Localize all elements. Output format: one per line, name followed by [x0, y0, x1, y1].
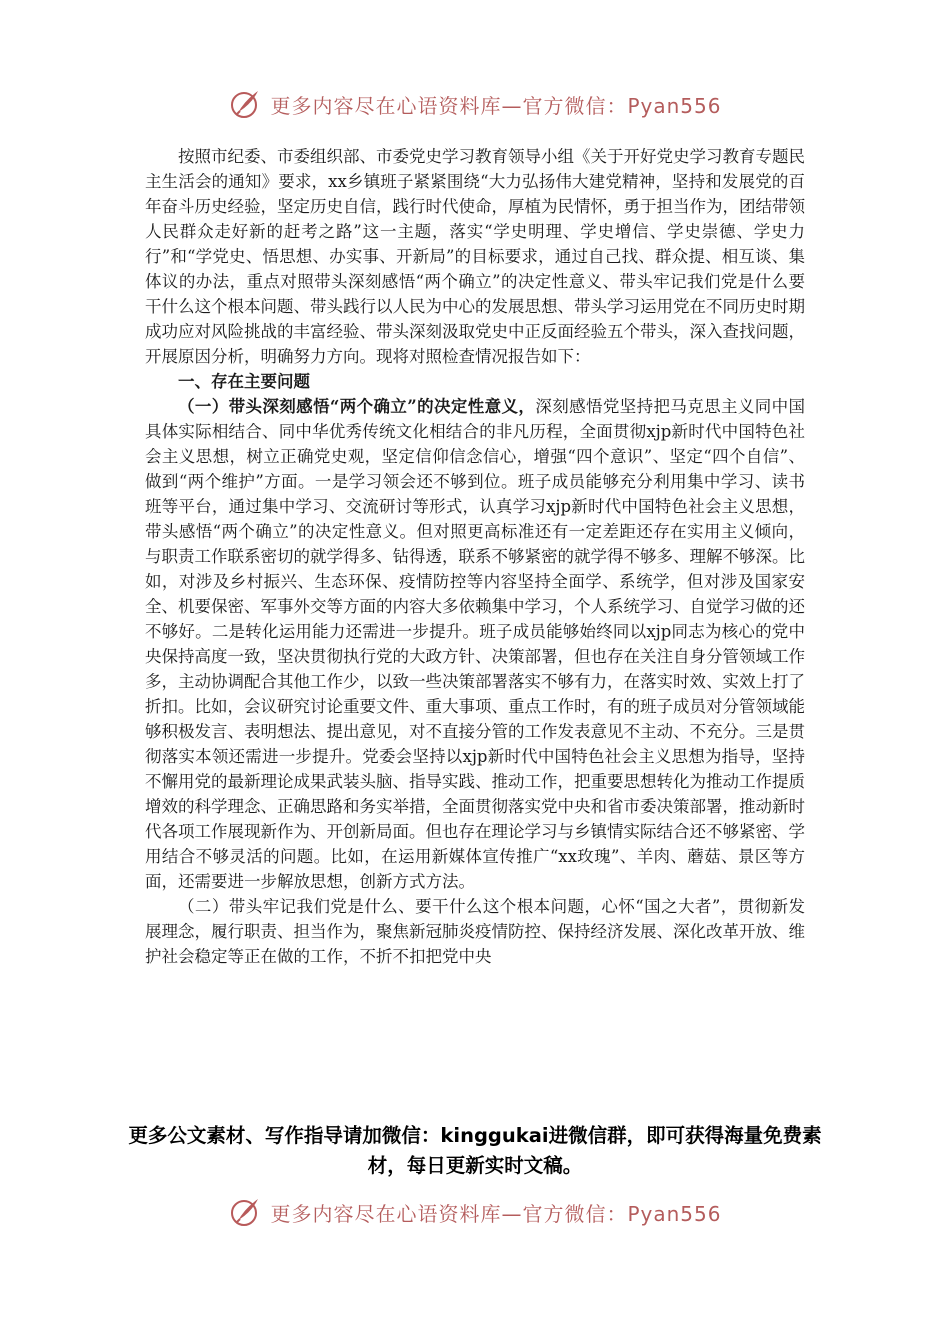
subsection-1-body: 深刻感悟党坚持把马克思主义同中国具体实际相结合、同中华优秀传统文化相结合的非凡历程，全面贯彻xjp新时代中国特色社会主义思想，树立正确党史观，坚定信仰信念信心，增强“四个意识”、坚定“四个自信”、做到“两个维护”方面。一是学习领会还不够到位。班子成员能够充分利用集中学习、读书班等平台，通过集中学习、交流研讨等形式，认真学习xjp新时代中国特色社会主义思想，带头感悟“两个确立”的决定性意义。但对照更高标准还有一定差距还存在实用主义倾向，与职责工作联系密切的就学得多、钻得透，联系不够紧密的就学得不够多、理解不够深。比如，对涉及乡村振兴、生态环保、疫情防控等内容坚持全面学、系统学，但对涉及国家安全、机要保密、军事外交等方面的内容大多依赖集中学习，个人系统学习、自觉学习做的还不够好。二是转化运用能力还需进一步提升。班子成员能够始终同以xjp同志为核心的党中央保持高度一致，坚决贯彻执行党的大政方针、决策部署，但也存在关注自身分管领域工作多，主动协调配合其他工作少，以致一些决策部署落实不够有力，在落实时效、实效上打了折扣。比如，会议研究讨论重要文件、重大事项、重点工作时，有的班子成员对分管领域能够积极发言、表明想法、提出意见，对不直接分管的工作发表意见不主动、不充分。三是贯彻落实本领还需进一步提升。党委会坚持以xjp新时代中国特色社会主义思想为指导，坚持不懈用党的最新理论成果武装头脑、指导实践、推动工作，把重要思想转化为推动工作提质增效的科学理念、正确思路和务实举措，全面贯彻落实党中央和省市委决策部署，推动新时代各项工作展现新作为、开创新局面。但也存在理论学习与乡镇情实际结合还不够紧密、学用结合不够灵活的问题。比如，在运用新媒体宣传推广“xx玫瑰”、羊肉、蘑菇、景区等方面，还需要进一步解放思想，创新方式方法。 [145, 397, 806, 891]
intro-paragraph: 按照市纪委、市委组织部、市委党史学习教育领导小组《关于开好党史学习教育专题民主生活会的通知》要求，xx乡镇班子紧紧围绕“大力弘扬伟大建党精神，坚持和发展党的百年奋斗历史经验，坚定历史自信，践行时代使命，厚植为民情怀，勇于担当作为，团结带领人民群众走好新的赶考之路”这一主题，落实“学史明理、学史增信、学史崇德、学史力行”和“学党史、悟思想、办实事、开新局”的目标要求，通过自己找、群众提、相互谈、集体议的办法，重点对照带头深刻感悟“两个确立”的决定性意义、带头牢记我们党是什么要干什么这个根本问题、带头践行以人民为中心的发展思想、带头学习运用党在不同历史时期成功应对风险挑战的丰富经验、带头深刻汲取党史中正反面经验五个带头，深入查找问题，开展原因分析，明确努力方向。现将对照检查情况报告如下： [145, 147, 805, 366]
promo-notice: 更多公文素材、写作指导请加微信：kinggukai进微信群，即可获得海量免费素材，每日更新实时文稿。 [128, 1124, 822, 1177]
subsection-1-heading: （一）带头深刻感悟“两个确立”的决定性意义， [178, 397, 536, 416]
footer-watermark-text: 更多内容尽在心语资料库—官方微信：Pyan556 [270, 1201, 722, 1226]
header-watermark-text: 更多内容尽在心语资料库—官方微信：Pyan556 [270, 93, 722, 118]
subsection-2-paragraph: （二）带头牢记我们党是什么、要干什么这个根本问题，心怀“国之大者”，贯彻新发展理念，履行职责、担当作为，聚焦新冠肺炎疫情防控、保持经济发展、深化改革开放、维护社会稳定等正在做的工作，不折不扣把党中央 [145, 897, 805, 966]
footer-watermark-banner [0, 1192, 950, 1232]
section-heading: 一、存在主要问题 [178, 372, 310, 391]
header-watermark-banner [0, 84, 950, 124]
quill-logo-icon [228, 87, 262, 121]
subsection-1-paragraph [145, 394, 805, 894]
quill-logo-icon [228, 1195, 262, 1229]
document-body [145, 144, 805, 969]
